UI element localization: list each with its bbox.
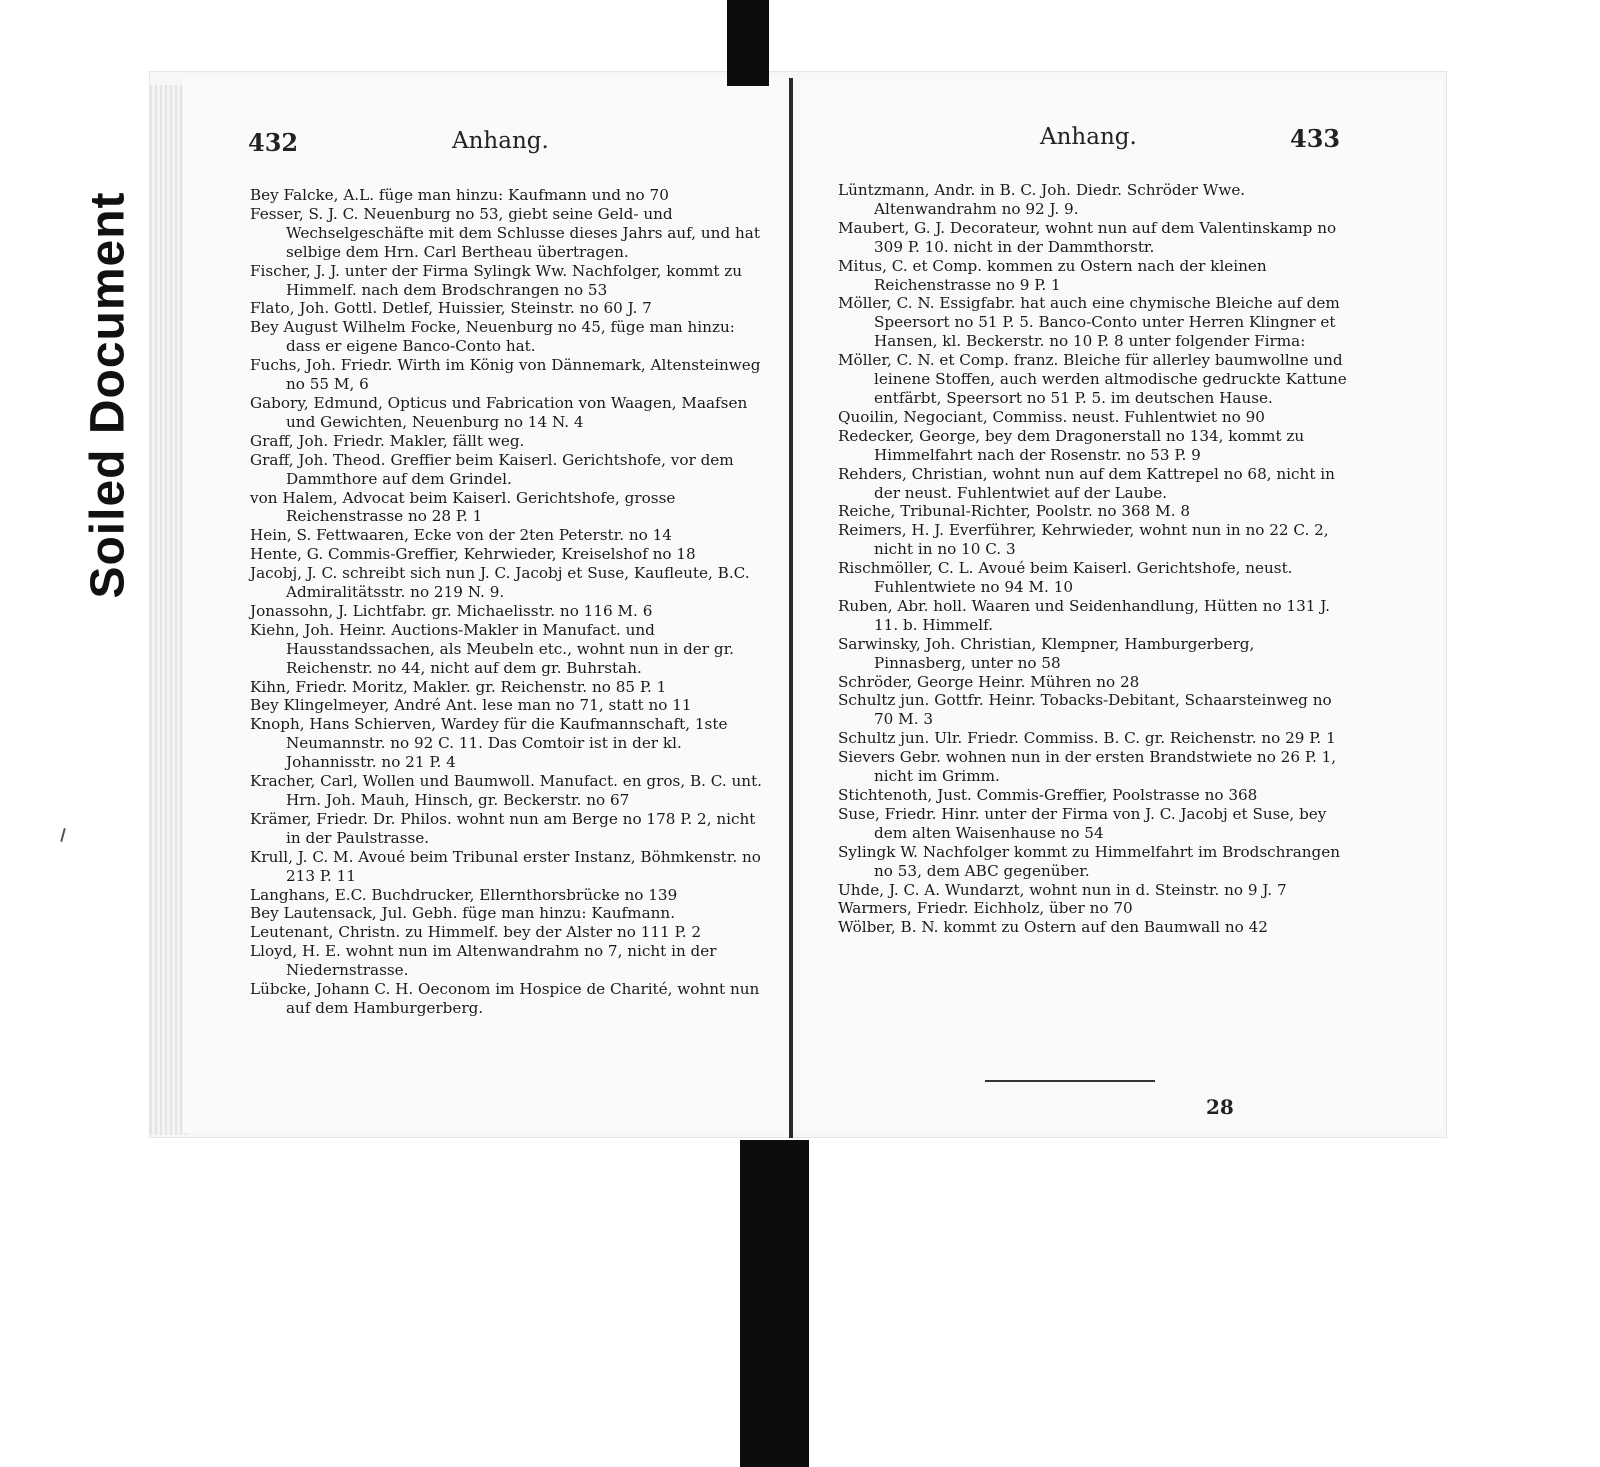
entry: Möller, C. N. et Comp. franz. Bleiche für allerley baumwollne und leinene Stoffen, auch werden altmodische gedruckte Kattune entfärbt, Speersort no 51 P. 5. im deutschen Hause.	[838, 351, 1347, 407]
entry: Bey Lautensack, Jul. Gebh. füge man hinzu: Kaufmann.	[250, 904, 676, 923]
bottom-clip	[740, 1140, 809, 1467]
closing-rule	[985, 1080, 1155, 1082]
entry: Hente, G. Commis-Greffier, Kehrwieder, Kreiselshof no 18	[250, 545, 696, 564]
entry: Rehders, Christian, wohnt nun auf dem Kattrepel no 68, nicht in der neust. Fuhlentwiet auf der Laube.	[838, 464, 1335, 502]
entry: Lüntzmann, Andr. in B. C. Joh. Diedr. Schröder Wwe. Altenwandrahm no 92 J. 9.	[838, 181, 1246, 218]
entry: Knoph, Hans Schierven, Wardey für die Kaufmannschaft, 1ste Neumannstr. no 92 C. 11. Das Comtoir ist in der kl. Johannisstr. no 21 P. 4	[250, 715, 728, 772]
signature-mark: 28	[1206, 1095, 1234, 1119]
entry: Fischer, J. J. unter der Firma Sylingk Ww. Nachfolger, kommt zu Himmelf. nach dem Brodschrangen no 53	[250, 261, 743, 299]
entry: Möller, C. N. Essigfabr. hat auch eine chymische Bleiche auf dem Speersort no 51 P. 5. Banco-Conto unter Herren Klingner et Hansen, kl. Beckerstr. no 10 P. 8 unter folgender Firma:	[838, 294, 1340, 351]
entry: Bey August Wilhelm Focke, Neuenburg no 45, füge man hinzu: dass er eigene Banco-Conto hat.	[250, 318, 735, 356]
left-page-header: Anhang.	[452, 128, 549, 154]
entry: Graff, Joh. Theod. Greffier beim Kaiserl. Gerichtshofe, vor dem Dammthore auf dem Grindel.	[250, 450, 734, 488]
stray-mark	[60, 828, 66, 842]
entry: Leutenant, Christn. zu Himmelf. bey der Alster no 111 P. 2	[250, 923, 702, 942]
entry: Rischmöller, C. L. Avoué beim Kaiserl. Gerichtshofe, neust. Fuhlentwiete no 94 M. 10	[838, 559, 1293, 597]
book-spine	[789, 78, 793, 1138]
top-clip	[727, 0, 769, 86]
soiled-document-stamp: Soiled Document	[81, 191, 135, 599]
entry: Quoilin, Negociant, Commiss. neust. Fuhlentwiet no 90	[838, 407, 1265, 426]
entry: Mitus, C. et Comp. kommen zu Ostern nach der kleinen Reichenstrasse no 9 P. 1	[838, 256, 1267, 294]
entry: Graff, Joh. Friedr. Makler, fällt weg.	[250, 431, 525, 450]
entry: Kiehn, Joh. Heinr. Auctions-Makler in Manufact. und Hausstandssachen, als Meubeln etc., wohnt nun in der gr. Reichenstr. no 44, nicht auf dem gr. Buhrstah.	[250, 620, 735, 677]
entry: Lloyd, H. E. wohnt nun im Altenwandrahm no 7, nicht in der Niedernstrasse.	[250, 942, 717, 980]
entry: Krämer, Friedr. Dr. Philos. wohnt nun am Berge no 178 P. 2, nicht in der Paulstrasse.	[250, 809, 756, 847]
entry: Redecker, George, bey dem Dragonerstall no 134, kommt zu Himmelfahrt nach der Rosenstr. no 53 P. 9	[838, 426, 1305, 464]
right-entries	[838, 181, 1348, 937]
entry: Maubert, G. J. Decorateur, wohnt nun auf dem Valentinskamp no 309 P. 10. nicht in der Dammthorstr.	[838, 218, 1337, 256]
entry: Reiche, Tribunal-Richter, Poolstr. no 368 M. 8	[838, 502, 1191, 521]
entry: Bey Klingelmeyer, André Ant. lese man no 71, statt no 11	[250, 696, 692, 715]
entry: Fesser, S. J. C. Neuenburg no 53, giebt seine Geld- und Wechselgeschäfte mit dem Schlusse dieses Jahrs auf, und hat selbige dem Hrn. Carl Bertheau übertragen.	[250, 204, 760, 261]
entry: Hein, S. Fettwaaren, Ecke von der 2ten Peterstr. no 14	[250, 526, 672, 545]
entry: Langhans, E.C. Buchdrucker, Ellernthorsbrücke no 139	[250, 885, 678, 904]
entry: Jonassohn, J. Lichtfabr. gr. Michaelisstr. no 116 M. 6	[250, 601, 653, 620]
entry: Schultz jun. Gottfr. Heinr. Tobacks-Debitant, Schaarsteinweg no 70 M. 3	[838, 691, 1332, 729]
entry: Ruben, Abr. holl. Waaren und Seidenhandlung, Hütten no 131 J. 11. b. Himmelf.	[838, 596, 1330, 634]
entry: Uhde, J. C. A. Wundarzt, wohnt nun in d. Steinstr. no 9 J. 7	[838, 880, 1287, 899]
right-page-number: 433	[1290, 124, 1341, 153]
entry: Schröder, George Heinr. Mühren no 28	[838, 672, 1140, 691]
entry: Flato, Joh. Gottl. Detlef, Huissier, Steinstr. no 60 J. 7	[250, 299, 652, 318]
entry: Krull, J. C. M. Avoué beim Tribunal erster Instanz, Böhmkenstr. no 213 P. 11	[250, 847, 761, 885]
entry: Lübcke, Johann C. H. Oeconom im Hospice de Charité, wohnt nun auf dem Hamburgerberg.	[250, 980, 760, 1017]
right-page-header: Anhang.	[1040, 124, 1137, 150]
entry: Jacobj, J. C. schreibt sich nun J. C. Jacobj et Suse, Kaufleute, B.C. Admiralitätsstr. no 219 N. 9.	[250, 564, 750, 602]
entry: Sylingk W. Nachfolger kommt zu Himmelfahrt im Brodschrangen no 53, dem ABC gegenüber.	[838, 842, 1341, 880]
entry: Kracher, Carl, Wollen und Baumwoll. Manufact. en gros, B. C. unt. Hrn. Joh. Mauh, Hinsch, gr. Beckerstr. no 67	[250, 772, 763, 809]
entry: Warmers, Friedr. Eichholz, über no 70	[838, 899, 1133, 918]
entry: Sievers Gebr. wohnen nun in der ersten Brandstwiete no 26 P. 1, nicht im Grimm.	[838, 748, 1337, 786]
entry: Wölber, B. N. kommt zu Ostern auf den Baumwall no 42	[838, 918, 1268, 937]
left-page-number: 432	[248, 128, 299, 157]
entry: Sarwinsky, Joh. Christian, Klempner, Hamburgerberg, Pinnasberg, unter no 58	[838, 634, 1255, 672]
entry: Schultz jun. Ulr. Friedr. Commiss. B. C. gr. Reichenstr. no 29 P. 1	[838, 729, 1336, 748]
entry: Suse, Friedr. Hinr. unter der Firma von J. C. Jacobj et Suse, bey dem alten Waisenhause no 54	[838, 804, 1327, 842]
entry: Reimers, H. J. Everführer, Kehrwieder, wohnt nun in no 22 C. 2, nicht in no 10 C. 3	[838, 521, 1329, 559]
entry: von Halem, Advocat beim Kaiserl. Gerichtshofe, grosse Reichenstrasse no 28 P. 1	[250, 488, 676, 526]
left-entries	[250, 186, 765, 1018]
entry: Bey Falcke, A.L. füge man hinzu: Kaufmann und no 70	[250, 186, 669, 204]
entry: Kihn, Friedr. Moritz, Makler. gr. Reichenstr. no 85 P. 1	[250, 677, 667, 696]
entry: Fuchs, Joh. Friedr. Wirth im König von Dännemark, Altensteinweg no 55 M, 6	[250, 356, 761, 394]
entry: Stichtenoth, Just. Commis-Greffier, Poolstrasse no 368	[838, 786, 1258, 804]
entry: Gabory, Edmund, Opticus und Fabrication von Waagen, Maafsen und Gewichten, Neuenburg no 14 N. 4	[250, 393, 748, 431]
